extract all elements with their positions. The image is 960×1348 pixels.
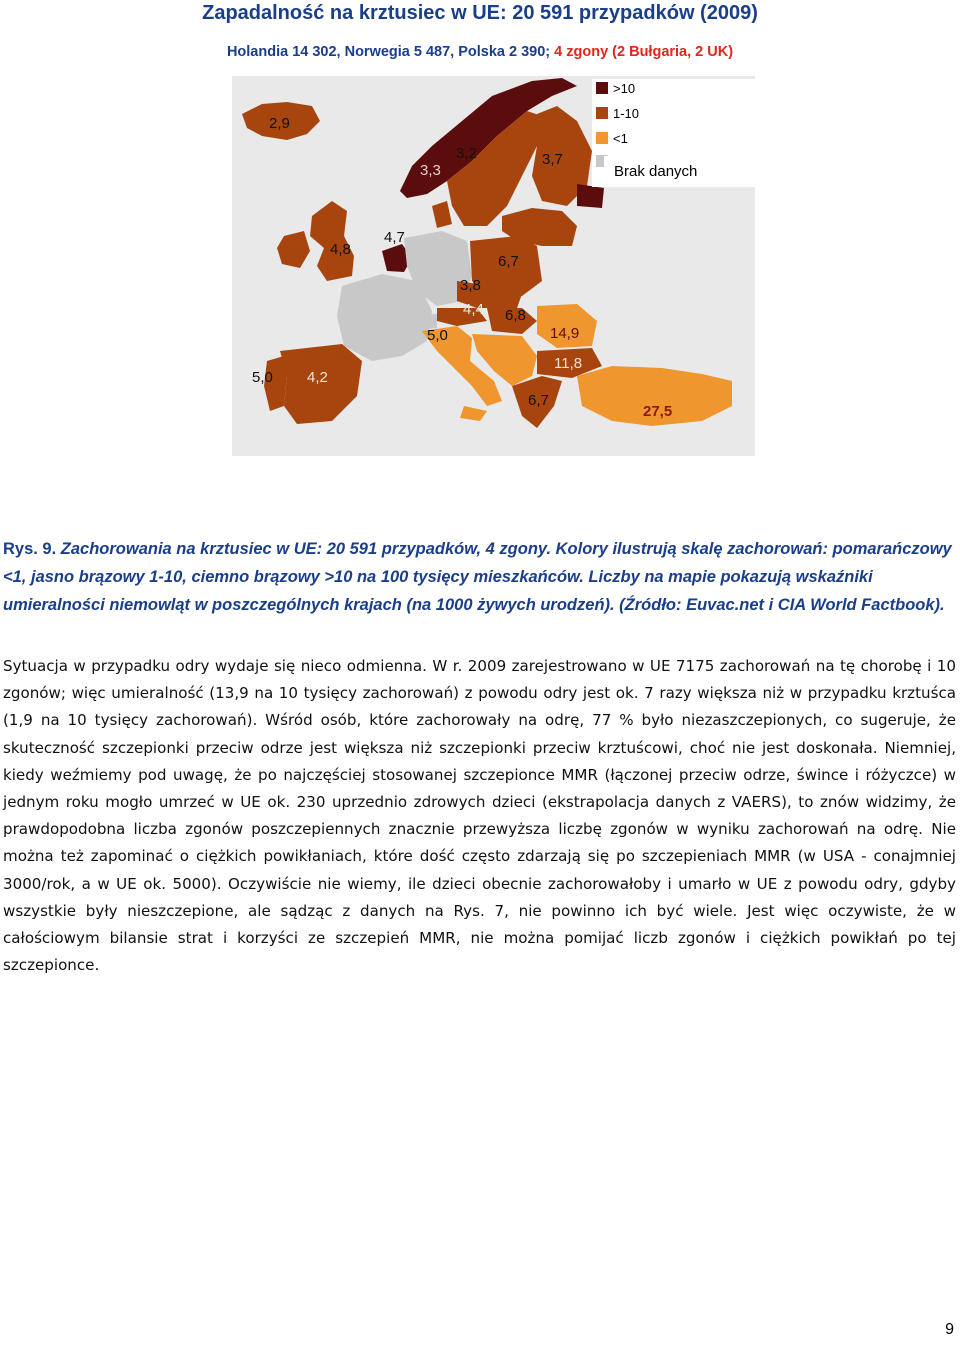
map-value-poland: 6,7 [498,253,519,270]
map-value-romania: 14,9 [550,325,580,342]
map-value-sweden: 3,2 [456,145,477,162]
map-value-italy: 5,0 [427,327,448,344]
legend-swatch-low [596,132,608,144]
map-value-uk: 4,8 [330,241,351,258]
subtitle-deaths: 4 zgony (2 Bułgaria, 2 UK) [554,44,734,60]
figure-caption [3,535,953,619]
legend-swatch-high [596,82,608,94]
map-value-turkey: 27,5 [643,403,673,420]
map-value-iceland: 2,9 [269,115,290,132]
subtitle-stats: Holandia 14 302, Norwegia 5 487, Polska 2 390; [226,44,555,60]
map-value-czech: 3,8 [460,277,481,294]
country-russia-edge [577,184,604,208]
map-value-greece: 6,7 [528,392,549,409]
legend-label-mid: 1-10 [613,106,640,121]
europe-map [232,76,755,456]
map-value-portugal: 5,0 [252,369,273,386]
legend-label-low: <1 [613,131,628,146]
map-value-spain: 4,2 [307,369,328,386]
map-value-norway: 3,3 [420,162,441,179]
legend-label-nodata: Brak danych [614,163,698,180]
map-legend [592,79,755,187]
body-paragraph: Sytuacja w przypadku odry wydaje się nieco odmienna. W r. 2009 zarejestrowano w UE 7175 zachorowań na tę chorobę i 10 zgonów; więc umieralność (13,9 na 10 tysięcy zachorowań) z powodu odry jest ok. 7 razy większa niż w przypadku krztuśca (1,9 na 10 tysięcy zachorowań). Wśród osób, które zachorowały na odrę, 77 % było niezaszczepionych, co sugeruje, że skuteczność szczepionki przeciw odrze jest większa niż szczepionki przeciw krztuścowi, choć nie jest doskonała. Niemniej, kiedy weźmiemy pod uwagę, że po najczęściej stosowanej szczepionce MMR (łączonej przeciw odrze, śwince i różyczce) w jednym roku mogło umrzeć w UE ok. 230 uprzednio zdrowych dzieci (ekstrapolacja danych z VAERS), to znów widzimy, że prawdopodobna liczba zgonów poszczepiennych znacznie przewyższa liczbę zgonów w wyniku zachorowań na odrę. Nie można też zapominać o ciężkich powikłaniach, które dość często zdarzają się po szczepieniach MMR (w USA - conajmniej 3000/rok, a w UE ok. 5000). Oczywiście nie wiemy, ile dzieci obecnie zachorowałoby i umarło w UE z powodu odry, gdyby wszystkie były nieszczepione, ale sądząc z danych na Rys. 7, nie powinno ich być wiele. Jest więc oczywiste, że w całościowym bilansie strat i korzyści ze szczepień MMR, nie można pomijać liczb zgonów i ciężkich powikłań po tej szczepionce. [3,657,956,975]
page-subtitle [0,44,960,60]
page-title: Zapadalność na krztusiec w UE: 20 591 przypadków (2009) [202,2,758,24]
legend-swatch-mid [596,107,608,119]
legend-label-high: >10 [613,81,636,96]
figure-caption-text: Zachorowania na krztusiec w UE: 20 591 przypadków, 4 zgony. Kolory ilustrują skalę zachorowań: pomarańczowy <1, jasno brązowy 1-10, ciemno brązowy >10 na 100 tysięcy mieszkańców. Liczby na mapie pokazują wskaźniki umieralności niemowląt w poszczególnych krajach (na 1000 żywych urodzeń). (Źródło: Euvac.net i CIA World Factbook). [3,539,952,614]
map-value-hungary: 6,8 [505,307,526,324]
page-number: 9 [945,1321,954,1338]
figure-label: Rys. 9. [3,539,57,558]
map-value-austria: 4,4 [463,301,484,318]
map-value-netherlands: 4,7 [384,229,405,246]
map-value-finland: 3,7 [542,151,563,168]
map-value-bulgaria: 11,8 [554,355,583,372]
